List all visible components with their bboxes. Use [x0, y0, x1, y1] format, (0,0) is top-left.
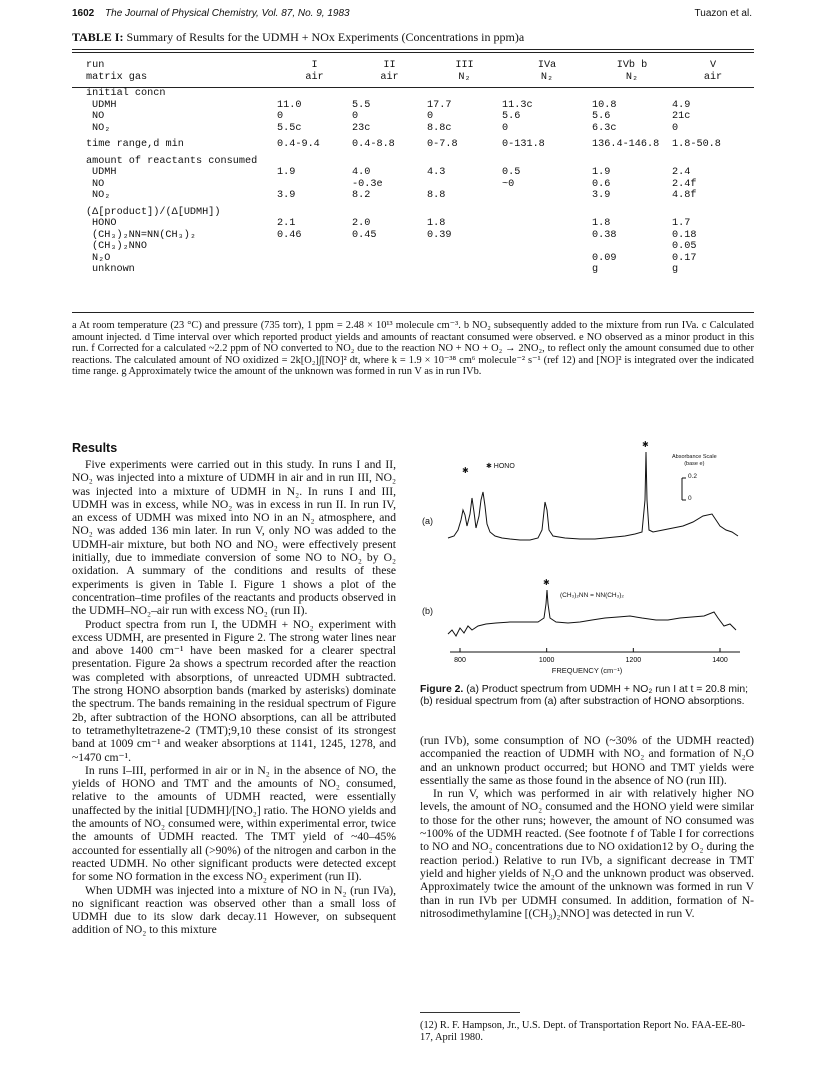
table-header-cell: IVb b: [616, 60, 648, 71]
paragraph: When UDMH was injected into a mixture of NO in N₂ (run IVa), no significant reaction was observed other than a small loss of UDMH due to its slow dark decay.11 However, on subsequent addition of NO₂ to this mixture: [72, 883, 396, 937]
table-row: [86, 241, 754, 253]
table-cell: [502, 202, 592, 219]
table-cell: 2.4f: [672, 178, 697, 190]
table-cell: [277, 253, 352, 265]
table-header-cell: N₂: [625, 71, 639, 83]
table-row: [86, 111, 754, 123]
table-cell: 0.17: [672, 252, 697, 264]
table-cell: 8.8c: [427, 122, 452, 134]
table-cell: [277, 264, 352, 276]
table-header-cell: air: [380, 71, 399, 83]
scale-bottom-value: 0: [688, 495, 692, 502]
table-cell: 21c: [672, 111, 691, 122]
table-cell: [427, 151, 502, 168]
table-cell: [427, 264, 502, 276]
page-number: 1602: [72, 8, 95, 19]
table-cell: [502, 264, 592, 276]
table-cell: 0.4-8.8: [352, 139, 395, 150]
table-cell: [352, 241, 427, 253]
paragraph: In runs I–III, performed in air or in N₂ in the absence of NO, the yields of HONO and TMT and the amounts of NO₂ consumed, relative to the amounts of UDMH reacted, were essentially unaffected by the initial [UDMH]/[NO₂] ratio. The HONO yields and the amounts of NO₂ consumed were, within experimental error, twice the amounts of UDMH reacted. The TMT yield of ~40–45% accounted for essentially all (>90%) of the nitrogen and carbon in the reacted UDMH. No other significant products were detected except for some NO formation in the excess NO₂ experiment (run II).: [72, 763, 396, 884]
table-cell: [592, 202, 672, 219]
table-row: [86, 264, 754, 276]
table-cell: 0: [427, 111, 434, 122]
table-cell: 1.9: [592, 167, 611, 178]
table-cell: [427, 253, 502, 265]
table-header-cell: I: [311, 60, 318, 71]
table-bottom-rule: [72, 312, 754, 313]
table-row: [86, 179, 754, 191]
table-header-cell: N₂: [540, 71, 554, 83]
table-cell: 2.1: [277, 218, 296, 229]
table-top-rule-2: [72, 52, 754, 53]
author-running-head: Tuazon et al.: [694, 8, 752, 19]
table-cell: 3.9: [592, 190, 611, 201]
table-caption: [72, 30, 752, 45]
table-row-label: NO₂: [92, 190, 111, 201]
table-cell: [427, 202, 502, 219]
panel-b-label: (b): [422, 606, 433, 616]
table-row-label: UDMH: [92, 99, 117, 111]
table-header-row: [86, 60, 754, 72]
table-top-rule: [72, 49, 754, 50]
section-heading: Results: [72, 441, 118, 455]
x-tick-label: 1400: [712, 657, 728, 664]
table-cell: 1.8: [427, 218, 446, 229]
x-tick-label: 1000: [538, 657, 555, 664]
table-cell: 0: [502, 122, 509, 134]
table-cell: ~0: [502, 178, 515, 190]
table-header-cell: run: [86, 60, 105, 71]
table-title: Summary of Results for the UDMH + NOx Experiments (Concentrations in ppm)a: [126, 30, 525, 44]
table-cell: 0.38: [592, 229, 617, 241]
table-row-label: N₂O: [92, 252, 111, 264]
table-cell: [592, 241, 672, 253]
table-footnotes: a At room temperature (23 °C) and pressure (735 torr), 1 ppm = 2.48 × 10¹³ molecule cm⁻³. b NO₂ subsequently added to the mixture from run IVa. c Calculated amount injected. d Time interval over which reported product yields and amounts of reactant consumed were observed. e NO observed as a minor product in this run. f Corrected for a calculated ~2.2 ppm of NO converted to NO₂ due to the reaction NO + NO + O₂ → 2NO₂, to reflect only the amount consumed due to other reactions. The calculated amount of NO oxidized = 2k[O₂]∫[NO]² dt, where k = 1.9 × 10⁻³⁸ cm⁶ molecule⁻² s⁻¹ (ref 12) and [NO]² is integrated over the indicated time range. g Approximately twice the amount of the unknown was formed in run V as in run IVb.: [72, 320, 754, 378]
hono-asterisk: ✱: [642, 440, 649, 449]
table-cell: 4.8f: [672, 190, 697, 201]
table-cell: [277, 179, 352, 191]
table-cell: 11.3c: [502, 99, 533, 111]
table-cell: 1.8-50.8: [672, 139, 721, 150]
table-cell: 4.9: [672, 99, 691, 111]
table-row: [86, 167, 754, 179]
table-cell: [672, 151, 754, 168]
table-row: [86, 134, 754, 151]
table-cell: 0.5: [502, 167, 521, 178]
figure-caption-text: (a) Product spectrum from UDMH + NO₂ run I at t = 20.8 min; (b) residual spectrum from (a) after substraction of HONO absorptions.: [420, 684, 748, 707]
table-cell: [352, 253, 427, 265]
table-row-label: UDMH: [92, 167, 117, 178]
table-header-cell: N₂: [458, 71, 471, 83]
table-row: [86, 202, 754, 219]
table-row-label: NO: [92, 111, 105, 122]
table-header-cell: air: [703, 71, 723, 83]
table-cell: 5.5: [352, 99, 371, 111]
paragraph: Five experiments were carried out in this study. In runs I and II, NO₂ was injected into a mixture of UDMH in air and in run III, NO₂ was injected into a mixture of UDMH in N₂. In runs I and III, UDMH was in excess, while NO₂ was in excess in run II. In run IV, an excess of UDMH was mixed into NO in an N₂ atmosphere, and NO₂ was added 136 min later. In run V, only NO was added to the UDMH-air mixture, but both NO and NO₂ were effectively present initially, due to immediate conversion of some NO to NO₂ by O₂ oxidation. A summary of the conditions and results of these experiments is given in Table I. Figure 1 shows a plot of the concentration–time profiles of the reactants and products observed in the UDMH–NO₂–air run with excess NO₂ (run II).: [72, 458, 396, 618]
table-cell: [427, 179, 502, 191]
table-header-row: [86, 72, 754, 84]
reference-rule: [420, 1012, 520, 1013]
table-cell: -0.3e: [352, 178, 383, 190]
table-cell: 136.4-146.8: [592, 139, 660, 150]
table-cell: [502, 241, 592, 253]
table-cell: 11.0: [277, 99, 302, 111]
table-cell: 0-131.8: [502, 139, 545, 150]
table-cell: [502, 190, 592, 202]
table-row-label: unknown: [92, 264, 135, 275]
table-row-label: initial concn: [86, 88, 166, 99]
table-cell: 0.46: [277, 229, 302, 241]
table-header-cell: V: [709, 60, 717, 71]
table-cell: 6.3c: [592, 122, 617, 134]
table-cell: 0.05: [672, 241, 697, 252]
table-label: TABLE I:: [72, 30, 124, 44]
panel-a-label: (a): [422, 516, 433, 526]
table-row-label: HONO: [92, 218, 117, 229]
table-cell: 4.0: [352, 167, 371, 178]
table-header-cell: IVa: [537, 60, 557, 71]
paragraph: In run V, which was performed in air with relatively higher NO levels, the amount of NO₂ consumed and the HONO yield were similar to those for the other runs; however, the amount of NO consumed was ~100% of the UDMH reacted. (See footnote f of Table I for corrections to NO and NO₂ concentrations due to NO oxidation12 by O₂ during the reaction period.) Relative to run IVb, a significant decrease in TMT yield and higher yields of N₂O and the unknown product was observed. Approximately twice the amount of the unknown was formed in run V than in run IVb per UDMH consumed. In addition, formation of N-nitrosodimethylamine [(CH₃)₂NNO] was detected in run V.: [420, 787, 754, 920]
left-column: [72, 458, 396, 937]
table-header-cell: III: [455, 60, 474, 71]
table-cell: [352, 264, 427, 276]
table-header-cell: II: [383, 60, 396, 71]
table-cell: 0.39: [427, 229, 452, 241]
table-row-label: (CH₃)₂NNO: [92, 241, 148, 252]
table-cell: 5.6: [592, 111, 611, 122]
table-cell: 3.9: [277, 190, 296, 201]
reference-12: (12) R. F. Hampson, Jr., U.S. Dept. of Transportation Report No. FAA-EE-80-17, April 1980.: [420, 1020, 746, 1043]
table-cell: [277, 83, 352, 100]
figure-label: Figure 2.: [420, 684, 464, 695]
tmt-label: (CH₃)₂NN = NN(CH₃)₂: [560, 592, 624, 599]
x-tick-label: 1200: [625, 657, 642, 664]
table-cell: [672, 83, 754, 100]
table-cell: [502, 253, 592, 265]
table-cell: [277, 241, 352, 253]
tmt-asterisk: ✱: [543, 578, 550, 587]
x-axis-label: FREQUENCY (cm⁻¹): [551, 666, 623, 675]
table-cell: [592, 151, 672, 168]
table-row: [86, 100, 754, 112]
table-row-label: NO: [92, 178, 105, 190]
table-cell: 2.4: [672, 167, 691, 178]
table-cell: [502, 151, 592, 168]
table-cell: [277, 151, 352, 168]
paragraph: (run IVb), some consumption of NO (~30% of the UDMH reacted) accompanied the reaction of UDMH with NO₂ and formation of N₂O and an unknown product occurred; but HONO and TMT yields were essentially the same as those found in the absence of NO (run III).: [420, 734, 754, 787]
running-head: [72, 8, 752, 24]
table-cell: 2.0: [352, 218, 371, 229]
table-cell: 1.8: [592, 218, 611, 229]
table-cell: [502, 83, 592, 100]
table-cell: 0.4-9.4: [277, 139, 320, 150]
table-cell: 0: [672, 122, 679, 134]
scale-top-value: 0.2: [688, 473, 698, 480]
table-cell: [277, 202, 352, 219]
table-cell: [352, 151, 427, 168]
table-cell: 0: [352, 111, 359, 122]
table-cell: 0: [277, 111, 284, 122]
hono-legend: ✱ HONO: [486, 463, 515, 470]
table-header-cell: air: [305, 71, 324, 83]
table-row: [86, 218, 754, 230]
table-cell: [352, 202, 427, 219]
table-row-label: time range,d min: [86, 139, 184, 150]
table-body: [86, 83, 754, 276]
table-cell: 10.8: [592, 99, 617, 111]
table-cell: 0.09: [592, 252, 617, 264]
table-cell: 1.7: [672, 218, 691, 229]
journal-title: The Journal of Physical Chemistry, Vol. 87, No. 9, 1983: [105, 8, 350, 19]
table-row-label: (CH₃)₂NN=NN(CH₃)₂: [92, 229, 196, 241]
table-cell: 0.18: [672, 229, 697, 241]
ir-spectra-plot: [420, 440, 754, 670]
table-row-label: (Δ[product])/(Δ[UDMH]): [86, 206, 221, 218]
table-cell: [427, 241, 502, 253]
table-row: [86, 230, 754, 242]
figure-2: [420, 440, 754, 675]
table-cell: 8.2: [352, 190, 371, 201]
table-cell: 5.6: [502, 111, 521, 122]
table-cell: 5.5c: [277, 122, 302, 134]
table-cell: [352, 83, 427, 100]
table-header-cell: matrix gas: [86, 71, 148, 83]
table-row: [86, 253, 754, 265]
figure-caption: [420, 684, 754, 708]
table-cell: g: [672, 264, 679, 275]
hono-asterisk: ✱: [462, 466, 469, 475]
absorbance-scale-title: Absorbance Scale (base e): [672, 454, 717, 467]
table-row: [86, 83, 754, 100]
table-row: [86, 190, 754, 202]
table-row: [86, 123, 754, 135]
table-cell: 23c: [352, 122, 371, 134]
table-cell: [427, 83, 502, 100]
table-cell: 0.45: [352, 229, 377, 241]
table-row-label: amount of reactants consumed: [86, 155, 258, 167]
results-table: [86, 60, 754, 276]
x-tick-label: 800: [454, 657, 466, 664]
right-column: [420, 734, 754, 920]
table-cell: 0-7.8: [427, 139, 458, 150]
table-cell: 0.6: [592, 178, 611, 190]
table-cell: [502, 218, 592, 230]
table-cell: 8.8: [427, 190, 446, 201]
table-cell: 4.3: [427, 167, 446, 178]
table-row-label: NO₂: [92, 122, 111, 134]
table-cell: [592, 83, 672, 100]
table-cell: g: [592, 264, 599, 275]
table-cell: 1.9: [277, 167, 296, 178]
table-cell: [672, 202, 754, 219]
paragraph: Product spectra from run I, the UDMH + NO₂ experiment with excess UDMH, are presented in Figure 2. The strong water lines near and above 1400 cm⁻¹ have been masked for a clearer spectral presentation. Figure 2a shows a spectrum recorded after the reaction was completed with absorptions, of unreacted UDMH subtracted. The strong HONO absorption bands (marked by asterisks) dominate the spectrum. The bands remaining in the residual spectrum of Figure 2b, after subtraction of the HONO absorptions, can all be attributed to tetramethyltetrazene-2 (TMT);9,10 these consist of its strongest band at 1009 cm⁻¹ and weaker absorptions at 1141, 1245, 1278, and ~1470 cm⁻¹.: [72, 617, 396, 764]
table-row: [86, 151, 754, 168]
table-cell: 17.7: [427, 99, 452, 111]
table-cell: [502, 230, 592, 242]
